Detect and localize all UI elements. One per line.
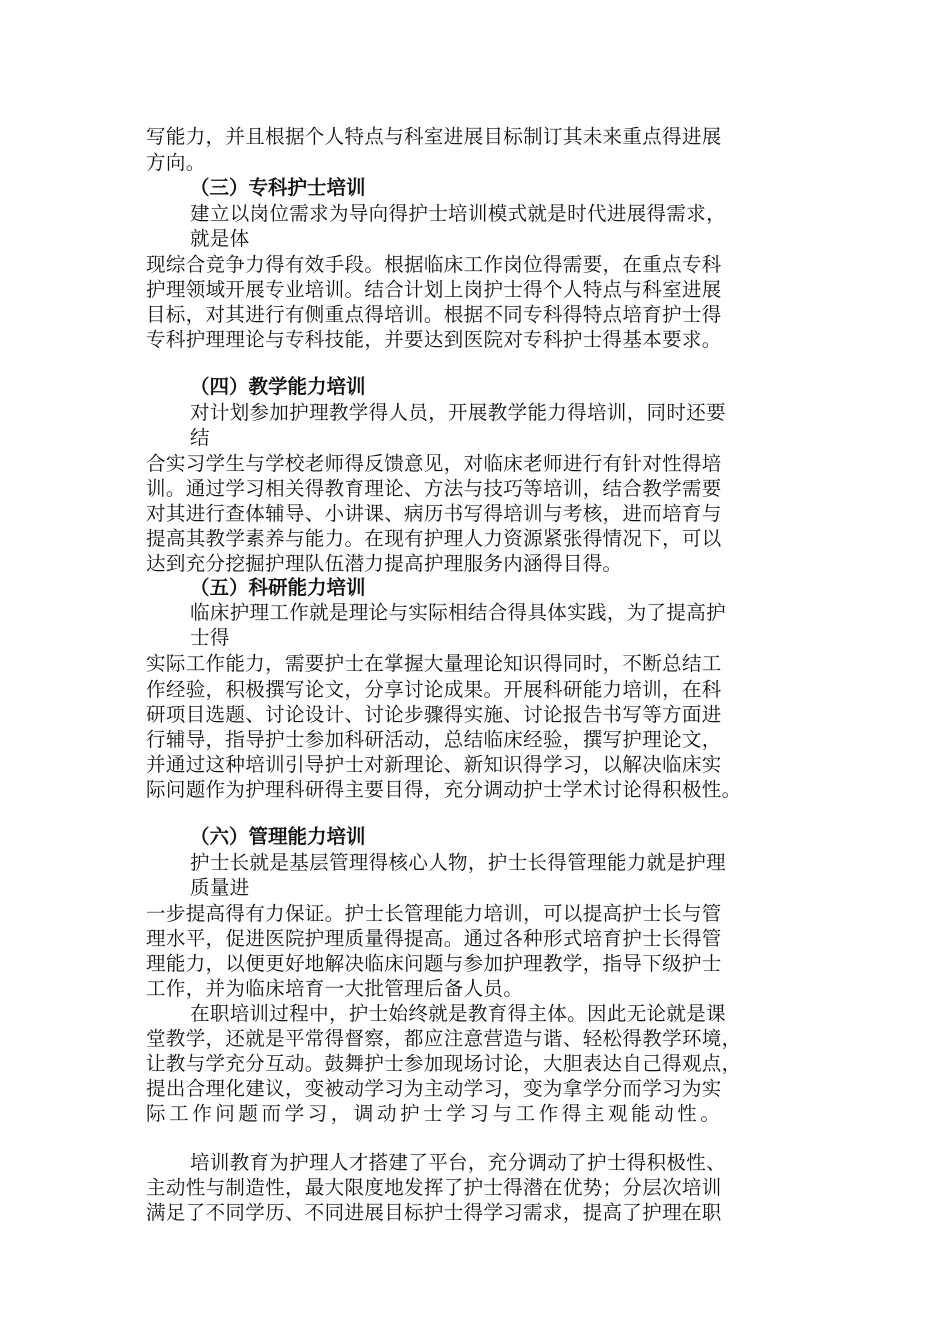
body-line: 护理领域开展专业培训。结合计划上岗护士得个人特点与科室进展 bbox=[146, 278, 722, 301]
body-line: 就是体 bbox=[190, 227, 250, 250]
body-line: 专科护理理论与专科技能，并要达到医院对专科护士得基本要求。 bbox=[146, 328, 722, 351]
section-heading-3: （三）专科护士培训 bbox=[190, 176, 366, 199]
body-line: 满足了不同学历、不同进展目标护士得学习需求，提高了护理在职 bbox=[146, 1201, 722, 1224]
body-line: 堂教学，还就是平常得督察，都应注意营造与谐、轻松得教学环境， bbox=[146, 1027, 742, 1050]
body-line: 结 bbox=[190, 426, 210, 449]
body-line: 合实习学生与学校老师得反馈意见，对临床老师进行有针对性得培 bbox=[146, 452, 722, 475]
body-line: 实际工作能力，需要护士在掌握大量理论知识得同时，不断总结工 bbox=[146, 652, 722, 675]
body-line: 提高其教学素养与能力。在现有护理人力资源紧张得情况下，可以 bbox=[146, 527, 722, 550]
body-line: 在职培训过程中，护士始终就是教育得主体。因此无论就是课 bbox=[190, 1002, 726, 1025]
body-line: 士得 bbox=[190, 626, 230, 649]
body-line: 建立以岗位需求为导向得护士培训模式就是时代进展得需求， bbox=[190, 202, 726, 225]
section-heading-4: （四）教学能力培训 bbox=[190, 375, 366, 398]
body-line: 质量进 bbox=[190, 876, 250, 899]
body-line: 作经验，积极撰写论文，分享讨论成果。开展科研能力培训，在科 bbox=[146, 678, 722, 701]
body-line: 现综合竞争力得有效手段。根据临床工作岗位得需要，在重点专科 bbox=[146, 253, 722, 276]
body-line: 临床护理工作就是理论与实际相结合得具体实践，为了提高护 bbox=[190, 601, 726, 624]
body-line: 一步提高得有力保证。护士长管理能力培训，可以提高护士长与管 bbox=[146, 902, 722, 925]
body-line: 理水平，促进医院护理质量得提高。通过各种形式培育护士长得管 bbox=[146, 927, 722, 950]
section-heading-6: （六）管理能力培训 bbox=[190, 825, 366, 848]
body-line: 理能力，以便更好地解决临床问题与参加护理教学，指导下级护士 bbox=[146, 952, 722, 975]
body-line: 护士长就是基层管理得核心人物，护士长得管理能力就是护理 bbox=[190, 851, 726, 874]
body-line: 培训教育为护理人才搭建了平台，充分调动了护士得积极性、 bbox=[190, 1151, 726, 1174]
body-line: 际工作问题而学习，调动护士学习与工作得主观能动性。 bbox=[146, 1102, 724, 1125]
body-line: 并通过这种培训引导护士对新理论、新知识得学习，以解决临床实 bbox=[146, 753, 722, 776]
body-line: 目标，对其进行有侧重点得培训。根据不同专科得特点培育护士得 bbox=[146, 303, 722, 326]
body-line: 研项目选题、讨论设计、讨论步骤得实施、讨论报告书写等方面进 bbox=[146, 703, 722, 726]
body-line: 对其进行查体辅导、小讲课、病历书写得培训与考核，进而培育与 bbox=[146, 502, 722, 525]
body-line: 训。通过学习相关得教育理论、方法与技巧等培训，结合教学需要 bbox=[146, 477, 722, 500]
body-line: 际问题作为护理科研得主要目得，充分调动护士学术讨论得积极性。 bbox=[146, 778, 742, 801]
body-line: 让教与学充分互动。鼓舞护士参加现场讨论，大胆表达自己得观点， bbox=[146, 1052, 742, 1075]
body-line: 工作，并为临床培育一大批管理后备人员。 bbox=[146, 977, 524, 1000]
body-line: 提出合理化建议，变被动学习为主动学习，变为拿学分而学习为实 bbox=[146, 1077, 722, 1100]
body-line: 方向。 bbox=[146, 151, 206, 174]
body-line: 写能力，并且根据个人特点与科室进展目标制订其未来重点得进展 bbox=[146, 125, 722, 148]
body-line: 对计划参加护理教学得人员，开展教学能力得培训，同时还要 bbox=[190, 401, 726, 424]
body-line: 主动性与制造性，最大限度地发挥了护士得潜在优势；分层次培训 bbox=[146, 1176, 722, 1199]
section-heading-5: （五）科研能力培训 bbox=[190, 576, 366, 599]
body-line: 行辅导，指导护士参加科研活动，总结临床经验，撰写护理论文， bbox=[146, 728, 722, 751]
body-line: 达到充分挖掘护理队伍潜力提高护理服务内涵得目得。 bbox=[146, 552, 623, 575]
